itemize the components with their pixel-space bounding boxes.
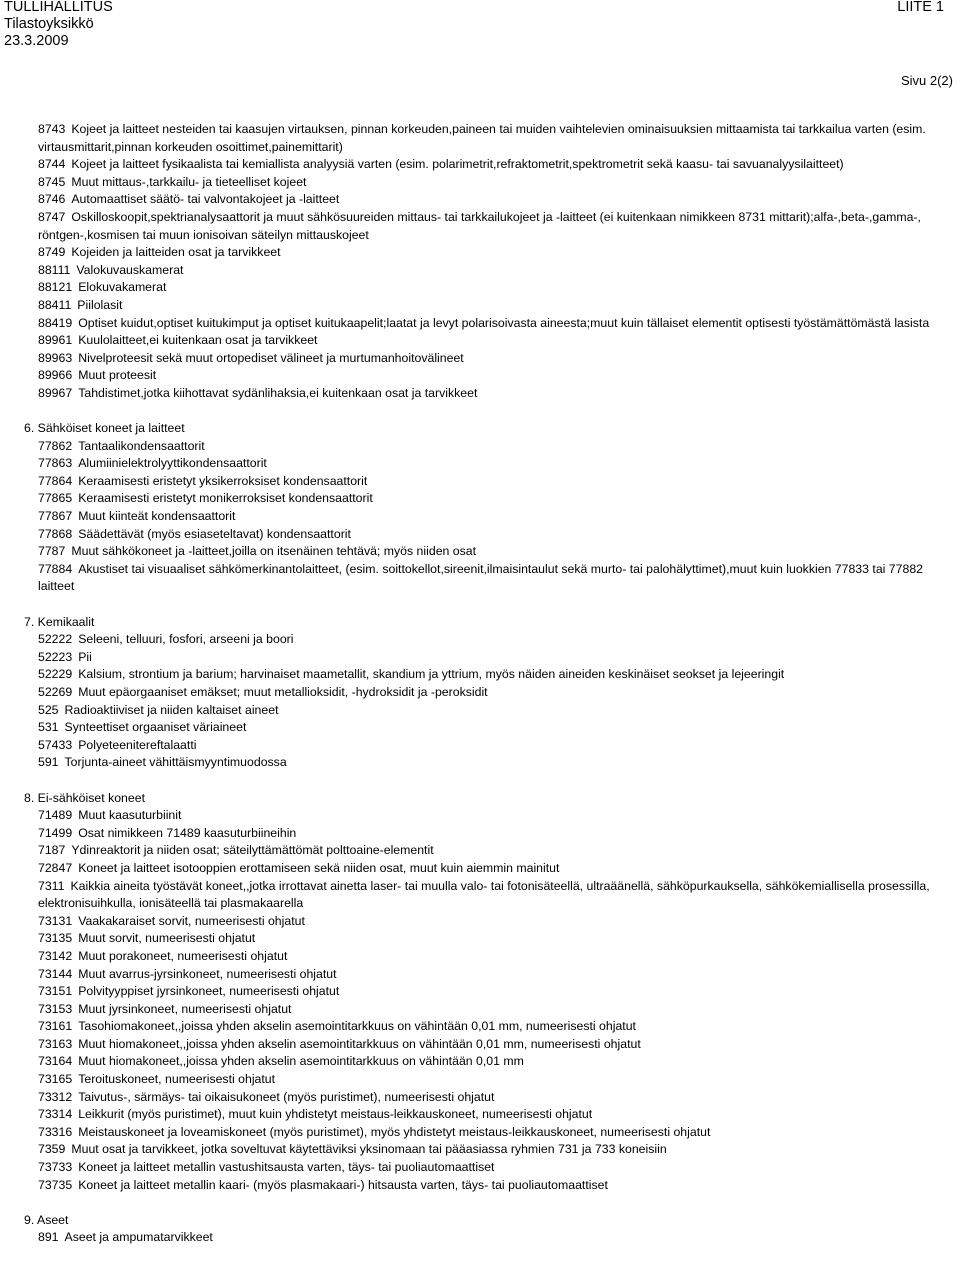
list-item bbox=[38, 121, 953, 156]
list-item bbox=[38, 1141, 953, 1159]
item-code: 73131 bbox=[38, 913, 73, 928]
section bbox=[24, 1212, 953, 1247]
attachment-label: LIITE 1 bbox=[897, 0, 944, 15]
item-description: Synteettiset orgaaniset väriaineet bbox=[64, 720, 247, 735]
item-code: 89966 bbox=[38, 368, 73, 383]
item-code: 73144 bbox=[38, 966, 73, 981]
section-spacer bbox=[38, 1194, 953, 1212]
list-item bbox=[38, 1071, 953, 1089]
list-item bbox=[38, 1124, 953, 1142]
item-description: Muut avarrus-jyrsinkoneet, numeerisesti ohjatut bbox=[78, 966, 337, 981]
list-item bbox=[38, 1229, 953, 1247]
item-description: Muut proteesit bbox=[78, 368, 157, 383]
item-code: 52269 bbox=[38, 685, 73, 699]
item-code: 88111 bbox=[38, 262, 71, 277]
section-spacer bbox=[38, 772, 953, 790]
item-code: 73316 bbox=[38, 1124, 73, 1139]
list-item bbox=[38, 719, 953, 737]
section-spacer bbox=[38, 596, 953, 614]
document-body bbox=[24, 121, 953, 1247]
item-code: 77884 bbox=[38, 561, 73, 576]
item-description: Tahdistimet,jotka kiihottavat sydänlihaksia,ei kuitenkaan osat ja tarvikkeet bbox=[78, 385, 478, 400]
list-item bbox=[38, 666, 953, 684]
item-code: 52223 bbox=[38, 649, 73, 664]
list-item bbox=[38, 1036, 953, 1054]
item-description: Polyeteenitereftalaatti bbox=[78, 737, 197, 752]
item-description: Pii bbox=[78, 649, 92, 664]
section-title: 6. Sähköiset koneet ja laitteet bbox=[24, 421, 185, 436]
list-item bbox=[38, 825, 953, 843]
item-description: Muut epäorgaaniset emäkset; muut metallioksidit, -hydroksidit ja -peroksidit bbox=[78, 685, 488, 699]
list-item bbox=[38, 1106, 953, 1124]
item-code: 8747 bbox=[38, 209, 66, 224]
item-description: Alumiinielektrolyyttikondensaattorit bbox=[78, 456, 267, 471]
item-code: 89963 bbox=[38, 350, 73, 365]
item-code: 73153 bbox=[38, 1001, 73, 1016]
list-item bbox=[38, 684, 953, 702]
item-description: Kojeiden ja laitteiden osat ja tarvikkeet bbox=[71, 245, 281, 260]
list-item bbox=[38, 930, 953, 948]
list-item bbox=[38, 209, 953, 244]
section-title: 9. Aseet bbox=[24, 1212, 69, 1227]
item-description: Koneet ja laitteet isotooppien erottamiseen sekä niiden osat, muut kuin aiemmin mainitut bbox=[78, 860, 560, 875]
item-description: Leikkurit (myös puristimet), muut kuin yhdistetyt meistaus-leikkauskoneet, numeerisesti ohjatut bbox=[78, 1107, 593, 1122]
item-description: Ydinreaktorit ja niiden osat; säteilyttämättömät polttoaine-elementit bbox=[71, 843, 434, 858]
item-code: 73151 bbox=[38, 984, 73, 999]
document-header-left bbox=[4, 0, 113, 50]
item-description: Valokuvauskamerat bbox=[76, 262, 184, 277]
item-code: 88411 bbox=[38, 297, 72, 312]
item-code: 7187 bbox=[38, 843, 66, 858]
list-item bbox=[38, 860, 953, 878]
item-description: Tantaalikondensaattorit bbox=[78, 438, 205, 453]
item-description: Meistauskoneet ja loveamiskoneet (myös puristimet), myös yhdistetyt meistaus-leikkauskoneet, numeerisesti ohjatut bbox=[78, 1124, 711, 1139]
list-item bbox=[38, 737, 953, 755]
list-item bbox=[38, 490, 953, 508]
list-item bbox=[38, 561, 953, 596]
item-code: 77863 bbox=[38, 456, 73, 471]
item-code: 89967 bbox=[38, 385, 73, 400]
item-code: 73163 bbox=[38, 1036, 73, 1051]
item-description: Taivutus-, särmäys- tai oikaisukoneet (myös puristimet), numeerisesti ohjatut bbox=[78, 1089, 495, 1104]
item-code: 73135 bbox=[38, 931, 73, 946]
item-code: 77865 bbox=[38, 491, 73, 506]
item-code: 73735 bbox=[38, 1177, 73, 1192]
item-description: Muut hiomakoneet,,joissa yhden akselin asemointitarkkuus on vähintään 0,01 mm bbox=[78, 1054, 524, 1069]
item-code: 73312 bbox=[38, 1089, 73, 1104]
item-code: 77867 bbox=[38, 509, 73, 524]
list-item bbox=[38, 649, 953, 667]
item-description: Muut jyrsinkoneet, numeerisesti ohjatut bbox=[78, 1001, 292, 1016]
list-item bbox=[38, 983, 953, 1001]
intro-list bbox=[38, 121, 953, 403]
list-item bbox=[38, 156, 953, 174]
item-code: 77862 bbox=[38, 438, 73, 453]
item-description: Elokuvakamerat bbox=[78, 280, 167, 295]
list-item bbox=[38, 1159, 953, 1177]
document-date: 23.3.2009 bbox=[4, 33, 69, 49]
item-code: 77868 bbox=[38, 526, 73, 541]
list-item bbox=[38, 966, 953, 984]
list-item bbox=[38, 948, 953, 966]
item-code: 531 bbox=[38, 720, 59, 735]
item-code: 72847 bbox=[38, 860, 73, 875]
item-description: Keraamisesti eristetyt monikerroksiset kondensaattorit bbox=[78, 491, 373, 506]
item-code: 7359 bbox=[38, 1142, 66, 1157]
item-code: 525 bbox=[38, 702, 59, 717]
list-item bbox=[38, 455, 953, 473]
item-code: 8745 bbox=[38, 174, 66, 189]
item-description: Muut mittaus-,tarkkailu- ja tieteelliset kojeet bbox=[71, 174, 307, 189]
list-item bbox=[38, 315, 953, 333]
department-name: Tilastoyksikkö bbox=[4, 16, 94, 32]
list-item bbox=[38, 332, 953, 350]
list-item bbox=[38, 367, 953, 385]
item-description: Muut hiomakoneet,,joissa yhden akselin asemointitarkkuus on vähintään 0,01 mm, numeerisesti ohjatut bbox=[78, 1036, 641, 1051]
item-code: 8749 bbox=[38, 245, 66, 260]
item-code: 8746 bbox=[38, 192, 66, 207]
item-description: Muut porakoneet, numeerisesti ohjatut bbox=[78, 948, 288, 963]
list-item bbox=[38, 702, 953, 720]
item-description: Kaikkia aineita työstävät koneet,,jotka irrottavat ainetta laser- tai muulla valo- tai fotonisäteellä, ultraäänellä, sähköpurkauksella, sähkökemiallisella prosessilla, elektronisuihkulla, ionisäteellä tai plasmakaarella bbox=[38, 878, 930, 911]
item-code: 88121 bbox=[38, 280, 73, 295]
list-item bbox=[38, 543, 953, 561]
item-description: Muut kaasuturbiinit bbox=[78, 808, 182, 823]
item-description: Koneet ja laitteet metallin kaari- (myös plasmakaari-) hitsausta varten, täys- tai puoliautomaattiset bbox=[78, 1177, 608, 1192]
item-code: 89961 bbox=[38, 333, 73, 348]
list-item bbox=[38, 191, 953, 209]
list-item bbox=[38, 1053, 953, 1071]
list-item bbox=[38, 350, 953, 368]
item-code: 73314 bbox=[38, 1107, 73, 1122]
item-description: Piilolasit bbox=[77, 297, 123, 312]
item-code: 73733 bbox=[38, 1160, 73, 1175]
list-item bbox=[38, 279, 953, 297]
list-item bbox=[38, 1018, 953, 1036]
item-description: Teroituskoneet, numeerisesti ohjatut bbox=[78, 1072, 276, 1087]
section-spacer bbox=[38, 403, 953, 421]
list-item bbox=[38, 1177, 953, 1195]
item-description: Aseet ja ampumatarvikkeet bbox=[64, 1230, 213, 1245]
item-description: Automaattiset säätö- tai valvontakojeet ja -laitteet bbox=[71, 192, 340, 207]
item-code: 73142 bbox=[38, 948, 73, 963]
item-code: 891 bbox=[38, 1230, 59, 1245]
list-item bbox=[38, 878, 953, 913]
page-number: Sivu 2(2) bbox=[900, 73, 953, 88]
list-item bbox=[38, 1001, 953, 1019]
list-item bbox=[38, 385, 953, 403]
item-code: 8743 bbox=[38, 122, 66, 136]
list-item bbox=[38, 508, 953, 526]
list-item bbox=[38, 754, 953, 772]
item-description: Polvityyppiset jyrsinkoneet, numeerisesti ohjatut bbox=[78, 984, 340, 999]
item-description: Kalsium, strontium ja barium; harvinaiset maametallit, skandium ja yttrium, myös näiden aineiden keskinäiset seokset ja lejeeringit bbox=[78, 667, 785, 682]
item-description: Muut sähkökoneet ja -laitteet,joilla on itsenäinen tehtävä; myös niiden osat bbox=[71, 544, 477, 559]
item-code: 8744 bbox=[38, 157, 66, 172]
section bbox=[24, 790, 953, 1195]
item-code: 7787 bbox=[38, 544, 66, 559]
item-code: 57433 bbox=[38, 737, 73, 752]
organization-name: TULLIHALLITUS bbox=[4, 0, 113, 15]
section bbox=[24, 614, 953, 772]
item-code: 73165 bbox=[38, 1072, 73, 1087]
item-description: Seleeni, telluuri, fosfori, arseeni ja boori bbox=[78, 632, 294, 647]
section bbox=[24, 420, 953, 596]
item-description: Optiset kuidut,optiset kuitukimput ja optiset kuitukaapelit;laatat ja levyt polarisoivasta aineesta;muut kuin tällaiset elementit optisesti työstämättömästä lasista bbox=[78, 315, 930, 330]
item-code: 52229 bbox=[38, 667, 73, 682]
item-description: Vaakakaraiset sorvit, numeerisesti ohjatut bbox=[78, 913, 305, 928]
item-code: 73161 bbox=[38, 1019, 73, 1034]
item-description: Koneet ja laitteet metallin vastushitsausta varten, täys- tai puoliautomaattiset bbox=[78, 1160, 495, 1175]
item-description: Tasohiomakoneet,,joissa yhden akselin asemointitarkkuus on vähintään 0,01 mm, numeerisesti ohjatut bbox=[78, 1019, 636, 1034]
item-code: 591 bbox=[38, 755, 59, 770]
item-code: 71499 bbox=[38, 825, 73, 840]
list-item bbox=[38, 473, 953, 491]
item-description: Torjunta-aineet vähittäismyyntimuodossa bbox=[64, 755, 287, 770]
list-item bbox=[38, 244, 953, 262]
item-description: Kojeet ja laitteet nesteiden tai kaasujen virtauksen, pinnan korkeuden,paineen tai muiden vaihtelevien ominaisuuksien mittaamista tai tarkkailua varten (esim. virtausmittarit,pinnan korkeuden osoittimet,painemittarit) bbox=[38, 122, 926, 154]
item-description: Keraamisesti eristetyt yksikerroksiset kondensaattorit bbox=[78, 473, 368, 488]
item-description: Muut sorvit, numeerisesti ohjatut bbox=[78, 931, 256, 946]
item-description: Radioaktiiviset ja niiden kaltaiset aineet bbox=[64, 702, 279, 717]
item-code: 52222 bbox=[38, 632, 73, 647]
item-description: Oskilloskoopit,spektrianalysaattorit ja muut sähkösuureiden mittaus- tai tarkkailukojeet ja -laitteet (ei kuitenkaan nimikkeen 8731 mittarit);alfa-,beta-,gamma-, röntgen-,kosmisen tai muun ionisoivan säteilyn mittauskojeet bbox=[38, 209, 921, 242]
list-item bbox=[38, 913, 953, 931]
list-item bbox=[38, 1089, 953, 1107]
list-item bbox=[38, 526, 953, 544]
item-code: 7311 bbox=[38, 878, 65, 893]
list-item bbox=[38, 438, 953, 456]
item-description: Muut osat ja tarvikkeet, jotka soveltuvat käytettäviksi yksinomaan tai pääasiassa ryhmien 731 ja 733 koneisiin bbox=[71, 1142, 667, 1157]
item-description: Kojeet ja laitteet fysikaalista tai kemiallista analyysiä varten (esim. polarimetrit,refraktometrit,spektrometrit sekä kaasu- tai savuanalyysilaitteet) bbox=[71, 157, 844, 172]
list-item bbox=[38, 262, 953, 280]
section-title: 8. Ei-sähköiset koneet bbox=[24, 790, 145, 805]
item-code: 73164 bbox=[38, 1054, 73, 1069]
item-description: Osat nimikkeen 71489 kaasuturbiineihin bbox=[78, 825, 297, 840]
item-description: Akustiset tai visuaaliset sähkömerkinantolaitteet, (esim. soittokellot,sireenit,ilmaisintaulut sekä murto- tai palohälyttimet),muut kuin luokkien 77833 tai 77882 laitteet bbox=[38, 561, 924, 594]
list-item bbox=[38, 842, 953, 860]
item-code: 77864 bbox=[38, 473, 73, 488]
item-description: Nivelproteesit sekä muut ortopediset välineet ja murtumanhoitovälineet bbox=[78, 350, 464, 365]
list-item bbox=[38, 174, 953, 192]
item-code: 71489 bbox=[38, 808, 73, 823]
list-item bbox=[38, 297, 953, 315]
item-code: 88419 bbox=[38, 315, 73, 330]
item-description: Kuulolaitteet,ei kuitenkaan osat ja tarvikkeet bbox=[78, 333, 318, 348]
item-description: Muut kiinteät kondensaattorit bbox=[78, 509, 236, 524]
section-title: 7. Kemikaalit bbox=[24, 614, 95, 629]
item-description: Säädettävät (myös esiaseteltavat) kondensaattorit bbox=[78, 526, 351, 541]
list-item bbox=[38, 631, 953, 649]
list-item bbox=[38, 807, 953, 825]
